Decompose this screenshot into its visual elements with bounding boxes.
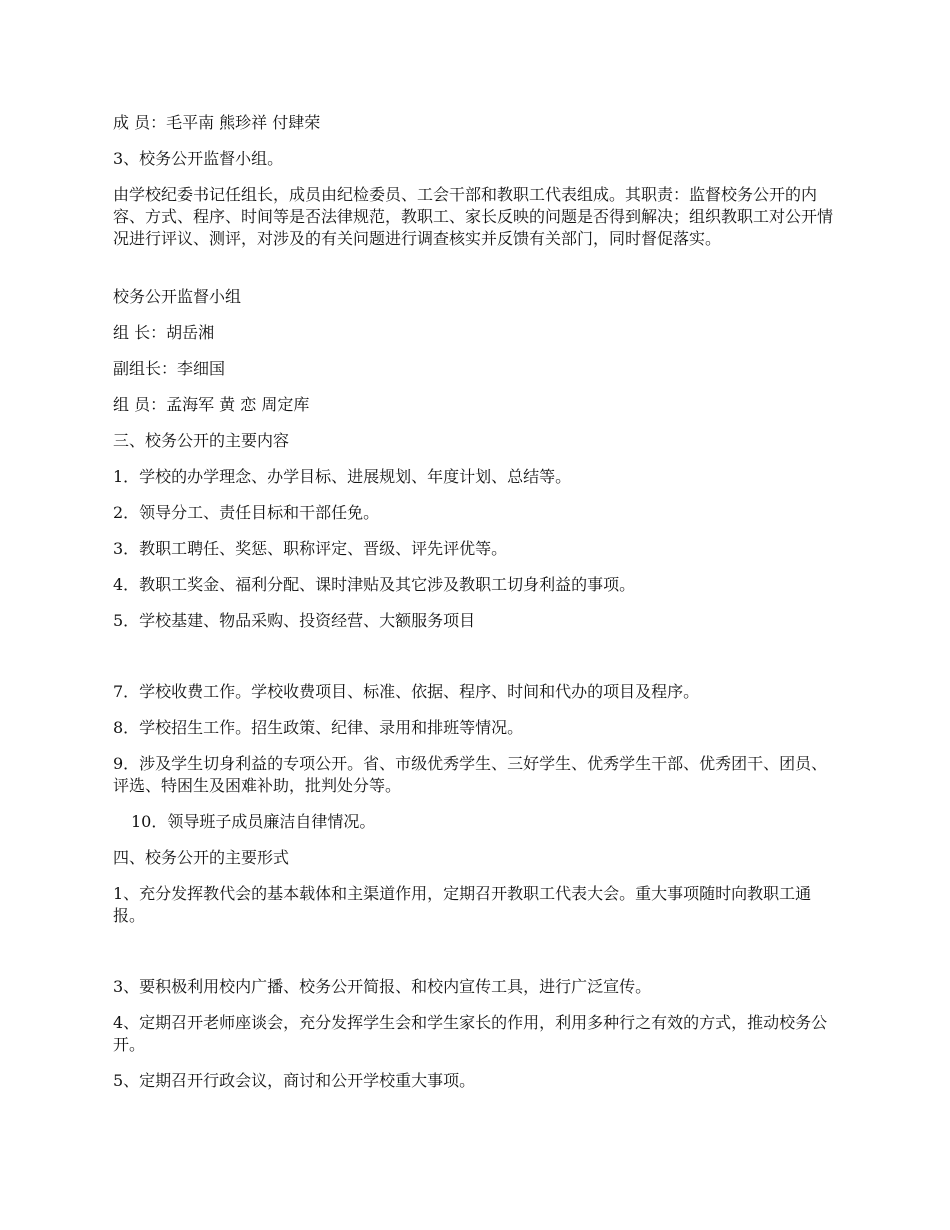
list-item-content-9: 9．涉及学生切身利益的专项公开。省、市级优秀学生、三好学生、优秀学生干部、优秀团干、团员、评选、特困生及困难补助，批判处分等。	[113, 754, 828, 795]
list-item-form-5: 5、定期召开行政会议，商讨和公开学校重大事项。	[113, 1071, 476, 1090]
list-item-content-4: 4．教职工奖金、福利分配、课时津贴及其它涉及教职工切身利益的事项。	[113, 575, 636, 594]
paragraph-group-leader: 组 长：胡岳湘	[113, 323, 215, 342]
list-item-content-8: 8．学校招生工作。招生政策、纪律、录用和排班等情况。	[113, 718, 524, 737]
list-item-content-5: 5．学校基建、物品采购、投资经营、大额服务项目	[113, 611, 476, 630]
paragraph-group-members: 组 员：孟海军 黄 恋 周定库	[113, 395, 310, 414]
section-heading-contents: 三、校务公开的主要内容	[113, 431, 290, 450]
list-item-content-10: 10．领导班子成员廉洁自律情况。	[131, 812, 376, 831]
paragraph-supervision-heading: 3、校务公开监督小组。	[113, 149, 284, 168]
paragraph-supervision-duties: 由学校纪委书记任组长，成员由纪检委员、工会干部和教职工代表组成。其职责：监督校务公开的内容、方式、程序、时间等是否法律规范，教职工、家长反映的问题是否得到解决；组织教职工对公开情况进行评议、测评，对涉及的有关问题进行调查核实并反馈有关部门，同时督促落实。	[113, 185, 834, 248]
paragraph-supervision-group: 校务公开监督小组	[113, 287, 242, 306]
list-item-form-4: 4、定期召开老师座谈会，充分发挥学生会和学生家长的作用，利用多种行之有效的方式，推动校务公开。	[113, 1013, 828, 1054]
paragraph-deputy-leader: 副组长：李细国	[113, 359, 226, 378]
list-item-content-1: 1．学校的办学理念、办学目标、进展规划、年度计划、总结等。	[113, 467, 572, 486]
paragraph-members-line: 成 员：毛平南 熊珍祥 付肆荣	[113, 113, 321, 132]
list-item-content-7: 7．学校收费工作。学校收费项目、标准、依据、程序、时间和代办的项目及程序。	[113, 682, 700, 701]
list-item-form-3: 3、要积极利用校内广播、校务公开简报、和校内宣传工具，进行广泛宣传。	[113, 977, 652, 996]
list-item-content-2: 2．领导分工、责任目标和干部任免。	[113, 503, 380, 522]
section-heading-forms: 四、校务公开的主要形式	[113, 848, 290, 867]
list-item-content-3: 3．教职工聘任、奖惩、职称评定、晋级、评先评优等。	[113, 539, 508, 558]
list-item-form-1: 1、充分发挥教代会的基本载体和主渠道作用，定期召开教职工代表大会。重大事项随时向教职工通报。	[113, 884, 812, 925]
